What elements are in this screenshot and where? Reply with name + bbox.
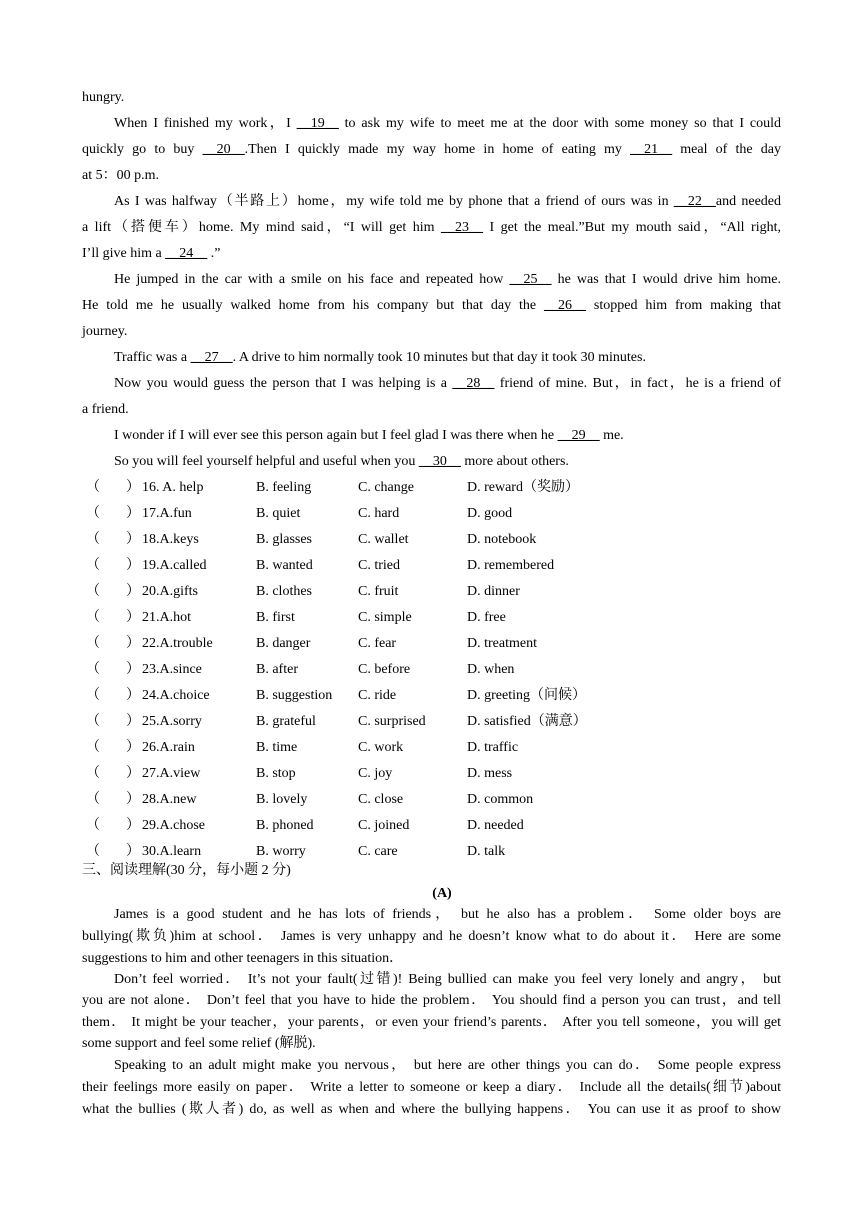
option-d: D. needed	[467, 818, 524, 833]
cloze-line	[82, 245, 220, 263]
reading-line: some support and feel some relief (解脱).	[82, 1036, 316, 1051]
option-d: D. free	[467, 610, 506, 625]
option-c: C. tried	[358, 558, 400, 573]
option-row	[82, 479, 781, 497]
option-b: B. wanted	[256, 558, 313, 573]
option-a: 28.A.new	[142, 792, 197, 807]
answer-paren-close: ）	[126, 662, 140, 677]
option-row	[82, 843, 781, 861]
option-row	[82, 557, 781, 575]
answer-paren-close: ）	[126, 558, 140, 573]
option-b: B. grateful	[256, 714, 316, 729]
cloze-line	[114, 193, 781, 211]
option-a: 21.A.hot	[142, 610, 191, 625]
text: So you will feel yourself helpful and useful when you	[114, 454, 419, 469]
answer-paren-close: ）	[126, 740, 140, 755]
text: As I was halfway（半路上）home，my wife told me by phone that a friend of ours was in	[114, 194, 674, 209]
answer-paren-close: ）	[126, 584, 140, 599]
blank-29: __29__	[557, 428, 600, 443]
option-row	[82, 583, 781, 601]
text: I wonder if I will ever see this person again but I feel glad I was there when he	[114, 428, 558, 443]
option-c: C. ride	[358, 688, 397, 703]
blank-23: __23__	[441, 220, 483, 235]
option-row	[82, 609, 781, 627]
blank-21: __21__	[630, 142, 673, 157]
blank-26: __26__	[544, 298, 586, 313]
option-d: D. reward（奖励）	[467, 480, 579, 495]
option-a: 20.A.gifts	[142, 584, 198, 599]
option-c: C. joined	[358, 818, 410, 833]
option-d: D. greeting（问候）	[467, 688, 586, 703]
reading-line: James is a good student and he has lots of friends， but he also has a problem． Some older boys are	[114, 907, 781, 922]
option-b: B. quiet	[256, 506, 301, 521]
text: .”	[207, 246, 221, 261]
blank-20: __20__	[202, 142, 245, 157]
passage-label: (A)	[432, 886, 452, 901]
answer-paren-open: （	[86, 636, 100, 651]
answer-paren-close: ）	[126, 792, 140, 807]
text: a lift（搭便车）home. My mind said，“I will get him	[82, 220, 441, 235]
text: I get the meal.”But my mouth said，“All right,	[483, 220, 781, 235]
option-a: 29.A.chose	[142, 818, 205, 833]
option-d: D. common	[467, 792, 534, 807]
text: meal of the day	[672, 142, 782, 157]
option-row	[82, 687, 781, 705]
option-c: C. fear	[358, 636, 397, 651]
reading-line: you are not alone． Don’t feel that you have to hide the problem． You should find a person you can trust，and tell	[82, 993, 781, 1008]
option-a: 26.A.rain	[142, 740, 195, 755]
option-d: D. mess	[467, 766, 513, 781]
cloze-line	[82, 141, 781, 159]
answer-paren-open: （	[86, 558, 100, 573]
option-c: C. change	[358, 480, 414, 495]
option-c: C. joy	[358, 766, 393, 781]
blank-24: __24__	[165, 246, 208, 261]
option-a: 23.A.since	[142, 662, 202, 677]
cloze-line	[114, 453, 569, 471]
option-c: C. wallet	[358, 532, 409, 547]
answer-paren-open: （	[86, 662, 100, 677]
option-row	[82, 531, 781, 549]
answer-paren-open: （	[86, 506, 100, 521]
text: and needed	[715, 194, 781, 209]
option-b: B. glasses	[256, 532, 312, 547]
answer-paren-open: （	[86, 480, 100, 495]
option-b: B. worry	[256, 844, 306, 859]
reading-line: what the bullies (欺人者) do, as well as when and where the bullying happens． You can use it as proof to show	[82, 1102, 781, 1117]
reading-line: their feelings more easily on paper． Write a letter to someone or keep a diary． Include all the details(细节)about	[82, 1080, 781, 1095]
reading-line: them． It might be your teacher，your parents，or even your friend’s parents． After you tell someone，you will get	[82, 1015, 781, 1030]
cloze-line	[82, 167, 159, 185]
blank-25: __25__	[509, 272, 552, 287]
text: He told me he usually walked home from his company but that day the	[82, 298, 544, 313]
option-d: D. dinner	[467, 584, 520, 599]
blank-19: __19__	[296, 116, 339, 131]
option-a: 24.A.choice	[142, 688, 210, 703]
text: me.	[599, 428, 624, 443]
answer-paren-open: （	[86, 610, 100, 625]
option-b: B. after	[256, 662, 298, 677]
answer-paren-close: ）	[126, 714, 140, 729]
reading-line: suggestions to him and other teenagers in this situation．	[82, 951, 404, 966]
blank-27: __27__	[190, 350, 233, 365]
option-row	[82, 765, 781, 783]
option-a: 19.A.called	[142, 558, 207, 573]
option-b: B. suggestion	[256, 688, 333, 703]
option-d: D. good	[467, 506, 513, 521]
option-a: 22.A.trouble	[142, 636, 213, 651]
option-b: B. feeling	[256, 480, 312, 495]
cloze-line	[82, 219, 781, 237]
answer-paren-close: ）	[126, 844, 140, 859]
option-b: B. first	[256, 610, 295, 625]
reading-line: Don’t feel worried． It’s not your fault(过错)! Being bullied can make you feel very lonely and angry， but	[114, 972, 781, 987]
answer-paren-open: （	[86, 740, 100, 755]
answer-paren-close: ）	[126, 818, 140, 833]
text: more about others.	[460, 454, 569, 469]
option-b: B. stop	[256, 766, 296, 781]
blank-22: __22__	[673, 194, 716, 209]
reading-line: Speaking to an adult might make you nervous， but here are other things you can do． Some people express	[114, 1058, 781, 1073]
answer-paren-close: ）	[126, 636, 140, 651]
option-d: D. traffic	[467, 740, 519, 755]
option-c: C. surprised	[358, 714, 426, 729]
text: When I finished my work，I	[114, 116, 297, 131]
option-a: 17.A.fun	[142, 506, 192, 521]
option-row	[82, 817, 781, 835]
text: stopped him from making that	[586, 298, 782, 313]
option-row	[82, 661, 781, 679]
option-d: D. notebook	[467, 532, 537, 547]
text: quickly go to buy	[82, 142, 203, 157]
answer-paren-close: ）	[126, 610, 140, 625]
text: to ask my wife to meet me at the door with some money so that I could	[338, 116, 781, 131]
option-c: C. care	[358, 844, 398, 859]
answer-paren-close: ）	[126, 480, 140, 495]
option-row	[82, 505, 781, 523]
answer-paren-open: （	[86, 792, 100, 807]
answer-paren-close: ）	[126, 506, 140, 521]
option-c: C. work	[358, 740, 404, 755]
option-d: D. remembered	[467, 558, 555, 573]
answer-paren-open: （	[86, 584, 100, 599]
option-b: B. danger	[256, 636, 311, 651]
text: at 5：00 p.m.	[82, 168, 159, 183]
option-d: D. talk	[467, 844, 506, 859]
blank-30: __30__	[418, 454, 461, 469]
option-d: D. when	[467, 662, 515, 677]
section-heading	[82, 862, 291, 880]
answer-paren-open: （	[86, 532, 100, 547]
option-a: 30.A.learn	[142, 844, 202, 859]
option-row	[82, 791, 781, 809]
answer-paren-open: （	[86, 714, 100, 729]
option-b: B. lovely	[256, 792, 308, 807]
text: a friend.	[82, 402, 129, 417]
cloze-line	[114, 427, 624, 445]
text: he was that I would drive him home.	[551, 272, 781, 287]
option-c: C. simple	[358, 610, 412, 625]
cloze-line	[82, 323, 127, 341]
answer-paren-close: ）	[126, 766, 140, 781]
option-d: D. satisfied（满意）	[467, 714, 587, 729]
option-b: B. time	[256, 740, 298, 755]
answer-paren-close: ）	[126, 688, 140, 703]
cloze-line	[82, 89, 124, 107]
text: Traffic was a	[114, 350, 191, 365]
option-b: B. phoned	[256, 818, 314, 833]
option-c: C. before	[358, 662, 411, 677]
reading-line: bullying(欺负)him at school． James is very unhappy and he doesn’t know what to do about it． Here are some	[82, 929, 781, 944]
option-a: 16. A. help	[142, 480, 204, 495]
option-c: C. hard	[358, 506, 400, 521]
option-row	[82, 635, 781, 653]
option-row	[82, 713, 781, 731]
cloze-line	[114, 271, 781, 289]
option-a: 18.A.keys	[142, 532, 199, 547]
answer-paren-open: （	[86, 688, 100, 703]
answer-paren-open: （	[86, 766, 100, 781]
option-a: 27.A.view	[142, 766, 201, 781]
answer-paren-open: （	[86, 844, 100, 859]
option-a: 25.A.sorry	[142, 714, 202, 729]
text: Now you would guess the person that I was helping is a	[114, 376, 453, 391]
text: .Then I quickly made my way home in home of eating my	[244, 142, 631, 157]
option-c: C. fruit	[358, 584, 399, 599]
cloze-line	[82, 401, 129, 419]
text: He jumped in the car with a smile on his face and repeated how	[114, 272, 510, 287]
text: I’ll give him a	[82, 246, 166, 261]
cloze-line	[114, 375, 781, 393]
text: friend of mine. But，in fact，he is a friend of	[494, 376, 781, 391]
text: journey.	[82, 324, 128, 339]
cloze-line	[82, 297, 781, 315]
cloze-line	[114, 349, 646, 367]
option-d: D. treatment	[467, 636, 537, 651]
answer-paren-open: （	[86, 818, 100, 833]
option-b: B. clothes	[256, 584, 312, 599]
text: 三、阅读理解(30 分，每小题 2 分)	[82, 863, 291, 878]
text: . A drive to him normally took 10 minutes but that day it took 30 minutes.	[232, 350, 646, 365]
text: hungry.	[82, 90, 125, 105]
option-c: C. close	[358, 792, 404, 807]
blank-28: __28__	[452, 376, 495, 391]
answer-paren-close: ）	[126, 532, 140, 547]
option-row	[82, 739, 781, 757]
cloze-line	[114, 115, 781, 133]
